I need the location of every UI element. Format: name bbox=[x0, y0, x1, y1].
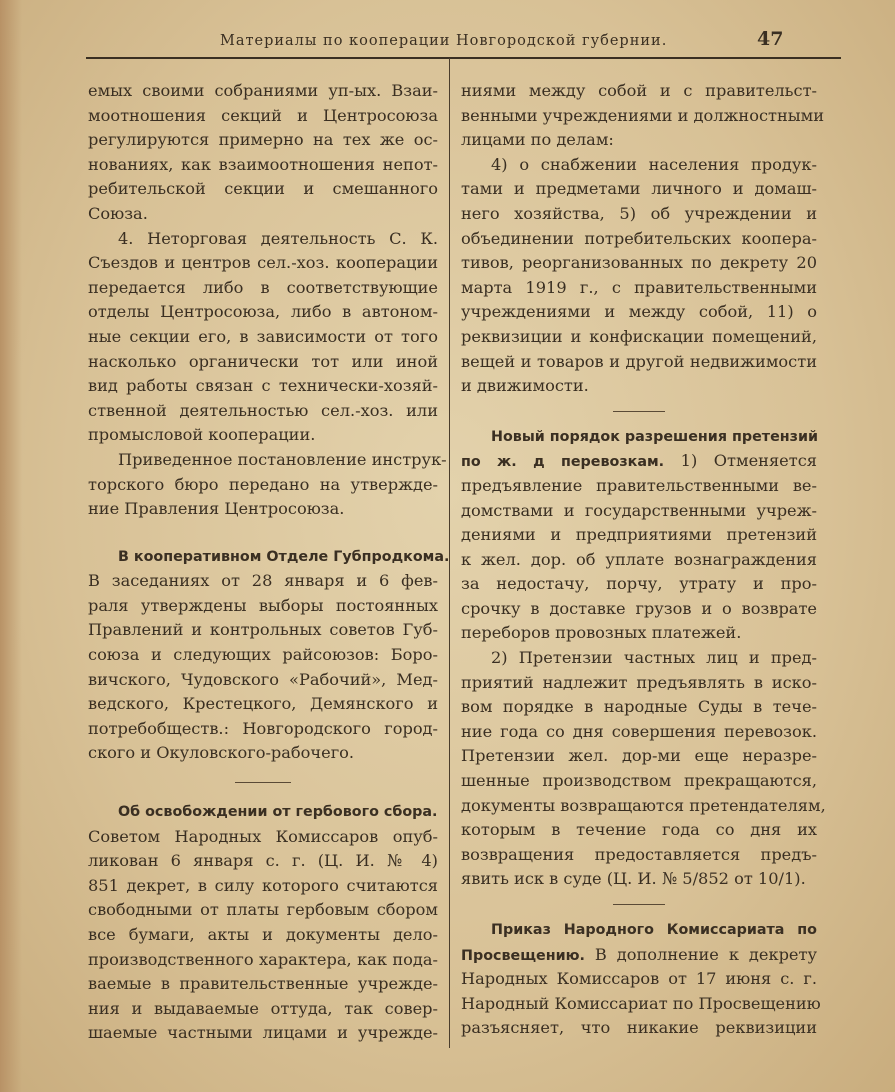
text-line: ликован 6 января с. г. (Ц. И. № 4) bbox=[88, 851, 438, 871]
section-heading-line: Приказ Народного Комиссариата по bbox=[491, 922, 817, 938]
text-line: возвращения предоставляется предъ- bbox=[461, 844, 817, 864]
text-line: тами и предметами личного и домаш- bbox=[461, 179, 817, 199]
text-line: приятий надлежит предъявлять в иско- bbox=[461, 672, 817, 692]
text-line: 4. Неторговая деятельность С. К. bbox=[118, 228, 438, 248]
text-line: раля утверждены выборы постоянных bbox=[88, 595, 438, 615]
section-separator bbox=[461, 399, 817, 425]
text-line: Съездов и центров сел.-хоз. кооперации bbox=[88, 253, 438, 273]
text-line: тивов, реорганизованных по декрету 20 bbox=[461, 253, 817, 273]
paragraph-gap bbox=[88, 522, 438, 545]
text-line: 851 декрет, в силу которого считаются bbox=[88, 875, 438, 895]
text-line: которым в течение года со дня их bbox=[461, 820, 817, 840]
text-line: производственного характера, как пода- bbox=[88, 949, 438, 969]
text-line: ребительской секции и смешанного bbox=[88, 179, 438, 199]
text-line: лицами по делам: bbox=[461, 130, 614, 150]
text-line: реквизиции и конфискации помещений, bbox=[461, 326, 817, 346]
text-line: предъявление правительственными ве- bbox=[461, 475, 817, 495]
text-line: шенные производством прекращаются, bbox=[461, 771, 817, 791]
text-line: к жел. дор. об уплате вознаграждения bbox=[461, 549, 817, 569]
page-number: 47 bbox=[757, 28, 784, 50]
text-line: все бумаги, акты и документы дело- bbox=[88, 925, 438, 944]
text-line: марта 1919 г., с правительственными bbox=[461, 277, 817, 297]
text-line: ведского, Крестецкого, Демянского и bbox=[88, 694, 438, 714]
text-line: насколько органически тот или иной bbox=[88, 351, 438, 371]
section-heading-line: Об освобождении от гербового сбора. bbox=[118, 804, 438, 821]
text-line: Правлений и контрольных советов Губ- bbox=[88, 620, 438, 640]
text-line: отделы Центросоюза, либо в автоном- bbox=[88, 302, 438, 322]
text-line: союза и следующих райсоюзов: Боро- bbox=[88, 645, 438, 665]
text-line: ние года со дня совершения перевозок. bbox=[461, 721, 817, 741]
text-line: Советом Народных Комиссаров опуб- bbox=[88, 826, 438, 846]
text-line: объединении потребительских коопера- bbox=[461, 228, 817, 248]
text-line: моотношения секций и Центросоюза bbox=[88, 105, 438, 125]
text-line: вом порядке в народные Суды в тече- bbox=[461, 697, 817, 717]
text-line: ственной деятельностью сел.-хоз. или bbox=[88, 400, 438, 420]
text-line: емых своими собраниями уп-ых. Взаи- bbox=[88, 81, 438, 100]
text-line: потребобществ.: Новгородского город- bbox=[88, 718, 438, 738]
text-line: 4) о снабжении населения продук- bbox=[491, 154, 817, 174]
text-line: вид работы связан с технически-хозяй- bbox=[88, 376, 438, 396]
text-line bbox=[461, 449, 817, 474]
text-line: срочку в доставке грузов и о возврате bbox=[461, 598, 817, 618]
text-line: Претензии жел. дор-ми еще неразре- bbox=[461, 746, 817, 766]
running-title: Материалы по кооперации Новгородской губернии. bbox=[220, 33, 668, 49]
text-line: вичского, Чудовского «Рабочий», Мед- bbox=[88, 669, 438, 689]
text-line: регулируются примерно на тех же ос- bbox=[88, 130, 438, 150]
section-heading-inline: по ж. д перевозкам. bbox=[461, 454, 665, 471]
section-heading-inline: Просвещению. bbox=[461, 947, 585, 964]
text-line: ниями между собой и с правительст- bbox=[461, 81, 817, 100]
text-line: ского и Окуловского-рабочего. bbox=[88, 743, 355, 763]
text-line: вещей и товаров и другой недвижимости bbox=[461, 351, 817, 371]
text-line: дениями и предприятиями претензий bbox=[461, 525, 817, 545]
page-edge-shadow bbox=[0, 0, 22, 1092]
section-heading-line: Новый порядок разрешения претензий bbox=[491, 428, 818, 445]
text-line: Народных Комиссаров от 17 июня с. г. bbox=[461, 969, 817, 989]
text-line: В заседаниях от 28 января и 6 фев- bbox=[88, 571, 438, 591]
text-line: Народный Комиссариат по Просвещению bbox=[461, 993, 821, 1013]
text-line: свободными от платы гербовым сбором bbox=[88, 900, 438, 920]
text-line: передается либо в соответствующие bbox=[88, 277, 438, 297]
text-line: нованиях, как взаимоотношения непот- bbox=[88, 154, 438, 174]
text-run: 1) Отменяется bbox=[664, 451, 817, 471]
text-line: 2) Претензии частных лиц и пред- bbox=[491, 648, 817, 668]
text-line: учреждениями и между собой, 11) о bbox=[461, 302, 817, 322]
text-line: переборов провозных платежей. bbox=[461, 623, 742, 643]
section-heading-line: В кооперативном Отделе Губпродкома. bbox=[118, 548, 450, 565]
text-line: промысловой кооперации. bbox=[88, 425, 316, 445]
text-line: и движимости. bbox=[461, 376, 589, 396]
text-line: торского бюро передано на утвержде- bbox=[88, 474, 438, 494]
right-column bbox=[461, 79, 826, 1041]
header-rule bbox=[86, 57, 841, 59]
text-line: ные секции его, в зависимости от того bbox=[88, 326, 438, 346]
text-line: ния и выдаваемые оттуда, так совер- bbox=[88, 998, 438, 1018]
text-line: документы возвращаются претендателям, bbox=[461, 795, 826, 815]
text-line bbox=[461, 943, 817, 968]
section-separator bbox=[88, 766, 438, 800]
text-line: него хозяйства, 5) об учреждении и bbox=[461, 203, 817, 223]
text-line: разъясняет, что никакие реквизиции bbox=[461, 1018, 817, 1038]
text-line: Союза. bbox=[88, 203, 148, 223]
text-line: Приведенное постановление инструк- bbox=[118, 449, 447, 469]
text-run: В дополнение к декрету bbox=[584, 944, 817, 964]
text-line: ваемые в правительственные учрежде- bbox=[88, 974, 438, 994]
section-separator bbox=[461, 892, 817, 918]
text-line: домствами и государственными учреж- bbox=[461, 500, 817, 520]
left-column bbox=[88, 79, 450, 1046]
text-line: венными учреждениями и должностными bbox=[461, 105, 825, 125]
text-line: шаемые частными лицами и учрежде- bbox=[88, 1023, 438, 1043]
text-line: явить иск в суде (Ц. И. № 5/852 от 10/1). bbox=[461, 869, 806, 889]
text-line: ние Правления Центросоюза. bbox=[88, 499, 345, 519]
text-line: за недостачу, порчу, утрату и про- bbox=[461, 574, 817, 594]
